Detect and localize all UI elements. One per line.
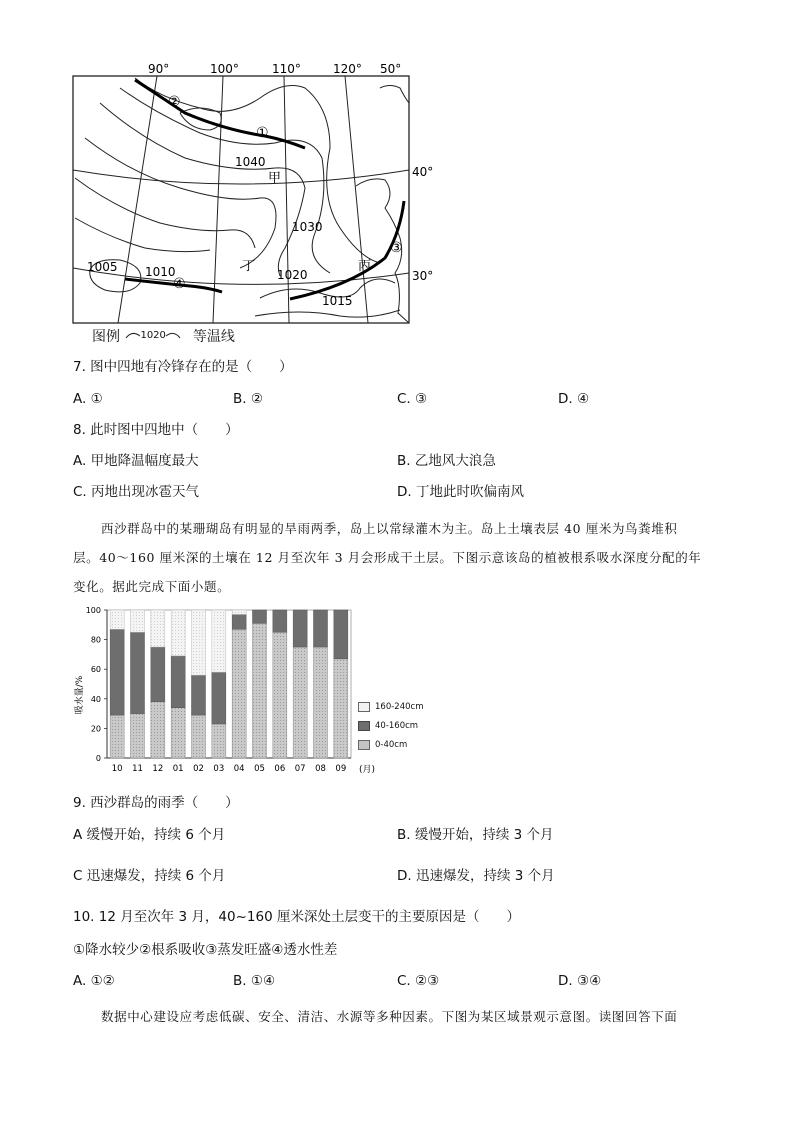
legend-label-40-160: 40-160cm: [375, 720, 419, 731]
place-label-jia: 甲: [268, 171, 282, 186]
bar-segment-160-240cm: [192, 610, 206, 675]
q7-option-c[interactable]: C. ③: [397, 391, 428, 407]
isobar-label-1010: 1010: [145, 265, 176, 279]
circle-label-3: ③: [390, 240, 403, 256]
passage1-line1: 西沙群岛中的某珊瑚岛有明显的旱雨两季，岛上以常绿灌木为主。岛上土壤表层 40 厘米为鸟粪堆积: [101, 521, 678, 536]
passage1-line3: 变化。据此完成下面小题。: [73, 579, 231, 594]
chart-ylabel: 吸水量/%: [75, 675, 85, 715]
lon-label-90: 90°: [148, 62, 170, 76]
x-tick-label: 04: [233, 764, 245, 774]
q7-stem: 7. 图中四地有冷锋存在的是（ ）: [73, 359, 293, 375]
x-tick-label: 08: [315, 764, 326, 774]
lon-label-120: 120°: [333, 62, 362, 76]
bar-segment-160-240cm: [151, 610, 165, 647]
y-tick-label: 0: [95, 754, 101, 763]
y-tick-label: 20: [90, 724, 101, 734]
q10-option-a[interactable]: A. ①②: [73, 973, 115, 989]
bar-segment-0-40cm: [151, 702, 165, 758]
q10-option-c[interactable]: C. ②③: [397, 973, 440, 989]
bar-segment-40-160cm: [253, 610, 267, 623]
bar-segment-0-40cm: [192, 715, 206, 758]
q10-choices: ①降水较少②根系吸收③蒸发旺盛④透水性差: [73, 942, 338, 958]
legend-label-0-40: 0-40cm: [375, 739, 408, 750]
x-tick-label: 05: [254, 764, 265, 774]
legend-swatch-40-160: [358, 721, 370, 731]
bar-segment-40-160cm: [232, 614, 246, 629]
isobar-label-1015: 1015: [322, 294, 353, 308]
q9-option-a[interactable]: A 缓慢开始，持续 6 个月: [73, 827, 226, 843]
bar-segment-0-40cm: [293, 647, 307, 758]
q9-option-c[interactable]: C 迅速爆发，持续 6 个月: [73, 868, 226, 884]
x-tick-label: 01: [172, 764, 184, 774]
x-tick-label: 06: [274, 764, 286, 774]
q8-option-d[interactable]: D. 丁地此时吹偏南风: [397, 484, 524, 500]
q7-option-d[interactable]: D. ④: [558, 391, 590, 407]
place-label-bing: 丙: [358, 259, 372, 274]
q8-stem: 8. 此时图中四地中（ ）: [73, 422, 239, 438]
weather-map: [60, 58, 440, 350]
bar-segment-40-160cm: [110, 629, 124, 715]
lon-label-100: 100°: [210, 62, 239, 76]
bar-segment-0-40cm: [314, 647, 328, 758]
place-label-ding: 丁: [242, 259, 256, 274]
legend-swatch-0-40: [358, 740, 370, 750]
chart-legend: [358, 697, 423, 754]
q9-stem: 9. 西沙群岛的雨季（ ）: [73, 795, 239, 811]
q7-option-a[interactable]: A. ①: [73, 391, 103, 407]
x-tick-label: 02: [193, 764, 204, 774]
circle-label-4: ④: [173, 276, 186, 292]
front-line-3: [290, 201, 404, 299]
q10-stem: 10. 12 月至次年 3 月，40~160 厘米深处土层变干的主要原因是（ ）: [73, 909, 520, 925]
root-water-uptake-chart: [70, 600, 380, 778]
q8-option-c[interactable]: C. 丙地出现冰雹天气: [73, 484, 200, 500]
bar-segment-40-160cm: [192, 675, 206, 715]
bar-segment-160-240cm: [212, 610, 226, 672]
bar-segment-160-240cm: [171, 610, 185, 656]
q8-option-a[interactable]: A. 甲地降温幅度最大: [73, 453, 199, 469]
isobar-label-1020: 1020: [277, 268, 308, 282]
bar-segment-40-160cm: [273, 610, 287, 632]
bar-segment-0-40cm: [212, 724, 226, 758]
x-tick-label: 12: [152, 764, 164, 774]
passage1-line2: 层。40～160 厘米深的土壤在 12 月至次年 3 月会形成干土层。下图示意该岛的植被根系吸水深度分配的年: [73, 550, 702, 565]
passage2-line1: 数据中心建设应考虑低碳、安全、清洁、水源等多种因素。下图为某区域景观示意图。读图回答下面: [101, 1009, 678, 1024]
bar-segment-0-40cm: [334, 659, 348, 758]
circle-label-1: ①: [256, 125, 269, 141]
bar-segment-0-40cm: [273, 632, 287, 758]
bar-segment-40-160cm: [314, 610, 328, 647]
q8-option-b[interactable]: B. 乙地风大浪急: [397, 453, 496, 469]
bar-segment-0-40cm: [171, 708, 185, 758]
q7-option-b[interactable]: B. ②: [233, 391, 263, 407]
q9-option-b[interactable]: B. 缓慢开始，持续 3 个月: [397, 827, 554, 843]
bar-segment-160-240cm: [131, 610, 145, 632]
bar-segment-40-160cm: [334, 610, 348, 659]
isobar-label-1030: 1030: [292, 220, 323, 234]
bar-segment-160-240cm: [110, 610, 124, 629]
bar-segment-0-40cm: [232, 629, 246, 758]
legend-label-160-240: 160-240cm: [375, 701, 424, 712]
bar-segment-40-160cm: [293, 610, 307, 647]
lon-label-50: 50°: [380, 62, 402, 76]
bar-segment-40-160cm: [171, 656, 185, 708]
y-tick-label: 60: [90, 665, 101, 675]
circle-label-2: ②: [168, 94, 181, 110]
bar-segment-0-40cm: [110, 715, 124, 758]
y-tick-label: 100: [85, 606, 101, 615]
x-tick-label: 03: [213, 764, 225, 774]
bar-segment-40-160cm: [131, 632, 145, 713]
isobar-label-1005: 1005: [87, 260, 118, 274]
x-tick-label: 09: [335, 764, 347, 774]
isobar-label-1040: 1040: [235, 155, 266, 169]
q9-option-d[interactable]: D. 迅速爆发，持续 3 个月: [397, 868, 555, 884]
lon-label-110: 110°: [272, 62, 301, 76]
map-legend: [92, 330, 235, 344]
q10-option-d[interactable]: D. ③④: [558, 973, 602, 989]
y-tick-label: 80: [90, 635, 101, 645]
x-tick-label: 10: [111, 764, 123, 774]
bar-segment-40-160cm: [151, 647, 165, 702]
x-tick-label: 07: [294, 764, 306, 774]
lat-label-30: 30°: [412, 269, 434, 283]
q10-option-b[interactable]: B. ①④: [233, 973, 276, 989]
legend-text: 等温线: [192, 329, 235, 345]
y-tick-label: 40: [90, 694, 101, 704]
bar-segment-160-240cm: [232, 610, 246, 614]
legend-swatch-160-240: [358, 702, 370, 712]
legend-line-value: 1020: [140, 330, 166, 341]
lat-label-40: 40°: [412, 165, 434, 179]
chart-x-unit: (月): [359, 765, 376, 775]
bar-segment-0-40cm: [131, 714, 145, 758]
x-tick-label: 11: [132, 764, 143, 774]
bar-segment-40-160cm: [212, 672, 226, 724]
bar-segment-0-40cm: [253, 623, 267, 758]
legend-prefix: 图例: [92, 329, 120, 345]
